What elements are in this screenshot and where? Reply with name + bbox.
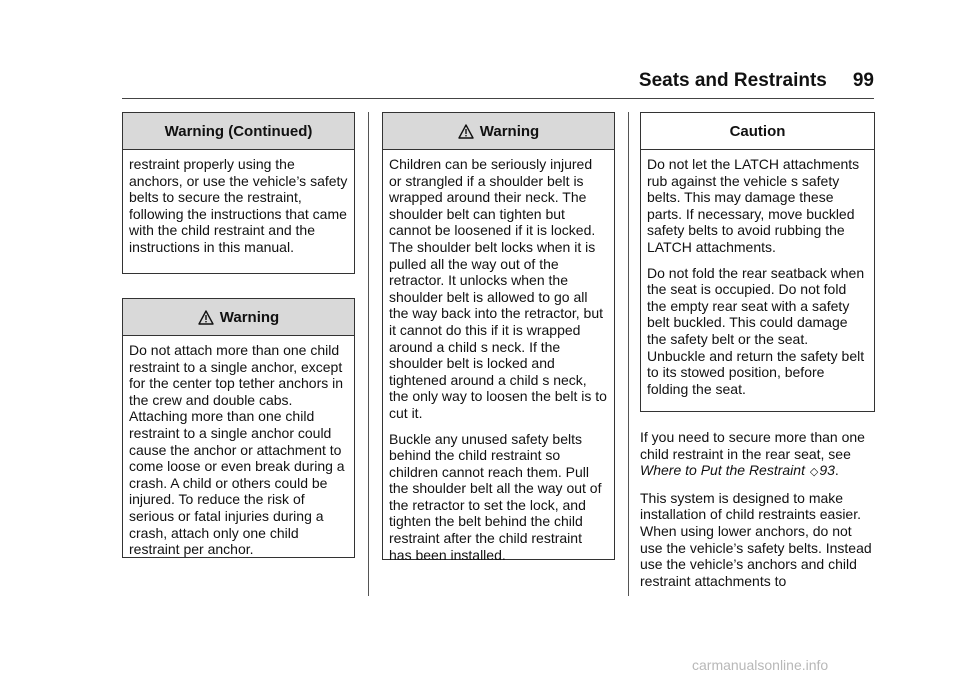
column-divider-1 <box>368 112 369 596</box>
shoulder-belt-warning-para1: Children can be seriously injured or strangled if a shoulder belt is wrapped around their neck. The shoulder belt can tighten but cannot be loosened if it is locked. The shoulder belt locks when it is pulled all the way out of the retractor. It unlocks when the shoulder belt is allowed to go all the way back into the retractor, but it cannot do this if it is wrapped around a child s neck. If the shoulder belt is locked and tightened around a child s neck, the only way to loosen the belt is to cut it. <box>389 156 607 421</box>
where-to-put-restraint-link[interactable] <box>640 462 835 478</box>
warning-continued-box <box>122 112 355 274</box>
latch-caution-para2: Do not fold the rear seatback when the seat is occupied. Do not fold the empty rear seat with a safety belt buckled. This could damage the safety belt or the seat. Unbuckle and return the safety belt to its stowed position, before folding the seat. <box>647 264 865 397</box>
shoulder-belt-warning-para2: Buckle any unused safety belts behind the child restraint so children cannot reach them. Pull the shoulder belt all the way out of the retractor to set the lock, and tighten the belt behind the child restraint after the child restraint has been installed. <box>389 430 602 563</box>
page-number: 99 <box>852 70 874 91</box>
header-divider <box>122 98 874 99</box>
latch-caution-body <box>641 150 874 405</box>
shoulder-belt-warning-heading <box>383 113 614 150</box>
shoulder-belt-warning-body <box>383 150 614 571</box>
latch-caution-para1: Do not let the LATCH attachments rub against the vehicle s safety belts. This may damage these parts. If necessary, move buckled safety belts to avoid rubbing the LATCH attachments. <box>647 156 860 255</box>
anchor-warning-text: Do not attach more than one child restraint to a single anchor, except for the center top tether anchors in the crew and double cabs. Attaching more than one child restraint to a single anchor could cause the anchor or attachment to come loose or even break during a crash. A child or others could be injured. To reduce the risk of serious or fatal injuries during a crash, attach only one child restraint per anchor. <box>129 342 345 558</box>
column-divider-2 <box>628 112 629 596</box>
link-text: Where to Put the Restraint <box>640 462 805 479</box>
latch-caution-box <box>640 112 875 412</box>
anchor-warning-heading <box>123 299 354 336</box>
warning-continued-body <box>123 150 354 264</box>
warning-continued-heading: Warning (Continued) <box>123 113 354 150</box>
link-page: 93 <box>819 462 835 479</box>
warning-triangle-icon <box>458 124 474 139</box>
anchor-warning-title: Warning <box>219 308 280 326</box>
page-header <box>560 70 874 96</box>
paragraph-period: . <box>834 462 839 479</box>
anchor-warning-box <box>122 298 355 558</box>
shoulder-belt-warning-box <box>382 112 615 563</box>
paragraph-text: If you need to secure more than one child restraint in the rear seat, see <box>640 429 865 462</box>
shoulder-belt-warning-title: Warning <box>479 122 540 140</box>
system-design-paragraph: This system is designed to make installation of child restraints easier. When using lower anchors, do not use the vehicle’s safety belts. Instead use the vehicle’s anchors and child restraint attachments to <box>640 489 872 589</box>
multiple-restraints-paragraph <box>640 429 876 481</box>
anchor-warning-body <box>123 336 354 566</box>
section-title: Seats and Restraints <box>638 70 827 91</box>
latch-caution-heading: Caution <box>641 113 874 150</box>
body-text <box>640 429 876 598</box>
watermark: carmanualsonline.info <box>692 657 829 673</box>
warning-continued-text: restraint properly using the anchors, or use the vehicle’s safety belts to secure the restraint, following the instructions that came with the child restraint and the instructions in this manual. <box>129 156 348 255</box>
warning-triangle-icon <box>198 310 214 325</box>
page-ref-icon: ◇ <box>809 466 819 479</box>
